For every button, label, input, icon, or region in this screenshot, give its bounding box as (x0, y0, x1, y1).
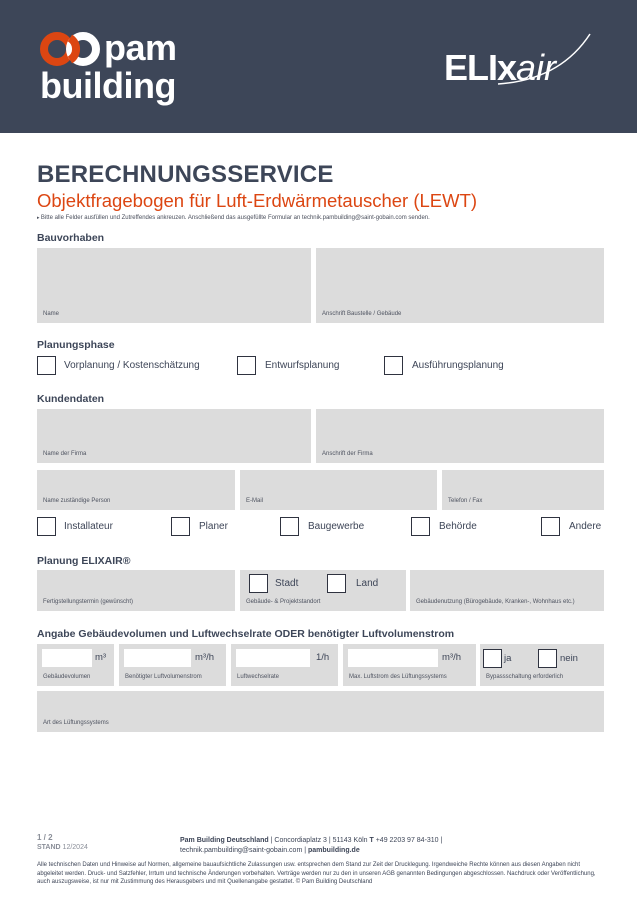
section-bauvorhaben: Bauvorhaben (37, 232, 105, 244)
phone-prefix: T (369, 837, 374, 844)
checkbox-label-vorplanung: Vorplanung / Kostenschätzung (64, 360, 200, 371)
field-label: Max. Luftstrom des Lüftungssystems (349, 674, 447, 680)
unit-label: m³/h (195, 652, 214, 663)
page-title: BERECHNUNGSSERVICE (37, 161, 334, 188)
elixair-bold-part: ELIx (444, 47, 517, 88)
unit-label: 1/h (316, 652, 330, 663)
field-label: Name (43, 311, 60, 317)
gebaeudenutzung-field[interactable] (410, 570, 604, 611)
checkbox-label-behoerde: Behörde (439, 521, 477, 532)
luftwechselrate-group (231, 644, 338, 686)
stand-label: STAND (37, 844, 61, 851)
gebaeudevolumen-group (37, 644, 114, 686)
field-label: Anschrift Baustelle / Gebäude (322, 311, 402, 317)
checkbox-label-ausfuehrungsplanung: Ausführungsplanung (412, 360, 504, 371)
checkbox-label-land: Land (356, 578, 379, 589)
luftvolumenstrom-input[interactable] (124, 649, 191, 667)
brand-word-building: building (40, 65, 176, 106)
lueftungssystem-field[interactable] (37, 691, 604, 732)
legal-disclaimer: Alle technischen Daten und Hinweise auf Normen, allgemeine bauaufsichtliche Zulassungen usw. entsprechen dem Stand zur Zeit der Drucklegung. Irgendweiche Rechte können aus diesen Angaben nicht abgeleitet werden. Druck- und Satzfehler, Irrtum und technische Änderungen vorbehalten. Verträge werden nur zu den in unseren AGB genannten Bedingungen abgeschlossen. Nachdruck oder Veröffentlichung, auch auszugsweise, ist nur mit Zustimmung des Herausgebers und mit Quellenangabe gestattet. © Pam Building Deutschland (37, 862, 596, 885)
field-label: Bypassschaltung erforderlich (486, 674, 564, 680)
max-luftstrom-group (343, 644, 476, 686)
checkbox-behoerde[interactable] (411, 517, 430, 536)
checkbox-label-nein: nein (560, 653, 578, 664)
field-label: Benötigter Luftvolumenstrom (125, 674, 202, 680)
checkbox-label-baugewerbe: Baugewerbe (308, 521, 365, 532)
checkbox-entwurfsplanung[interactable] (237, 356, 256, 375)
hint-arrow-icon: ▸ (37, 215, 41, 221)
checkbox-installateur[interactable] (37, 517, 56, 536)
person-name-field[interactable] (37, 470, 235, 510)
unit-label: m³ (95, 652, 107, 663)
field-label: Fertigstellungstermin (gewünscht) (43, 599, 134, 605)
checkbox-land[interactable] (327, 574, 346, 593)
field-label: Luftwechselrate (237, 674, 280, 680)
instruction-hint (37, 215, 430, 221)
stand-date (37, 844, 88, 851)
checkbox-bypass-ja[interactable] (483, 649, 502, 668)
page-number: 1 / 2 (37, 833, 53, 842)
field-label: Name zuständige Person (43, 498, 111, 504)
field-label: Gebäudenutzung (Bürogebäude, Kranken-, Wohnhaus etc.) (416, 599, 575, 605)
page-subtitle: Objektfragebogen für Luft-Erdwärmetauscher (LEWT) (37, 190, 478, 211)
hint-text: Bitte alle Felder ausfüllen und Zutreffendes ankreuzen. Anschließend das ausgefüllte Formular an technik.pambuilding@saint-gobain.com senden. (40, 215, 430, 221)
checkbox-stadt[interactable] (249, 574, 268, 593)
section-kundendaten: Kundendaten (37, 393, 105, 405)
section-volumen: Angabe Gebäudevolumen und Luftwechselrate ODER benötigter Luftvolumenstrom (37, 628, 455, 640)
checkbox-planer[interactable] (171, 517, 190, 536)
checkbox-label-entwurfsplanung: Entwurfsplanung (265, 360, 340, 371)
pam-rings-icon (40, 32, 104, 66)
stand-value: 12/2024 (62, 844, 88, 851)
telefon-field[interactable] (442, 470, 604, 510)
company-email[interactable]: technik.pambuilding@saint-gobain.com | (180, 846, 308, 854)
checkbox-baugewerbe[interactable] (280, 517, 299, 536)
section-planungsphase: Planungsphase (37, 339, 115, 351)
checkbox-label-stadt: Stadt (275, 578, 299, 589)
checkbox-andere[interactable] (541, 517, 560, 536)
gebaeudevolumen-input[interactable] (42, 649, 92, 667)
checkbox-label-ja: ja (504, 653, 512, 664)
field-label: Gebäudevolumen (43, 674, 91, 680)
pam-building-logo (40, 27, 200, 110)
checkbox-bypass-nein[interactable] (538, 649, 557, 668)
checkbox-vorplanung[interactable] (37, 356, 56, 375)
company-contact (180, 836, 480, 855)
luftvolumenstrom-group (119, 644, 226, 686)
elixair-logo (440, 28, 600, 92)
checkbox-ausfuehrungsplanung[interactable] (384, 356, 403, 375)
field-label: Anschrift der Firma (322, 451, 373, 457)
bauvorhaben-name-field[interactable] (37, 248, 311, 323)
company-name: Pam Building Deutschland (180, 837, 269, 844)
luftwechselrate-input[interactable] (236, 649, 310, 667)
brand-word-pam: pam (104, 27, 177, 68)
header-banner (0, 0, 637, 133)
company-phone: +49 2203 97 84-310 | (373, 837, 443, 844)
checkbox-label-andere: Andere (569, 521, 602, 532)
company-website[interactable]: pambuilding.de (308, 846, 360, 854)
field-label: Name der Firma (43, 451, 87, 457)
max-luftstrom-input[interactable] (348, 649, 438, 667)
field-label: Art des Lüftungssystems (43, 720, 109, 726)
section-planung-elixair: Planung ELIXAIR® (37, 555, 131, 567)
elixair-thin-part: air (516, 47, 557, 88)
bypass-group (480, 644, 604, 686)
checkbox-label-installateur: Installateur (64, 521, 113, 532)
field-label: Gebäude- & Projektstandort (246, 599, 321, 605)
fertigstellung-field[interactable] (37, 570, 235, 611)
checkbox-label-planer: Planer (199, 521, 228, 532)
company-address: | Concordiaplatz 3 | 51143 Köln (268, 837, 370, 844)
email-field[interactable] (240, 470, 437, 510)
field-label: E-Mail (246, 498, 264, 504)
firma-anschrift-field[interactable] (316, 409, 604, 463)
firma-name-field[interactable] (37, 409, 311, 463)
field-label: Telefon / Fax (448, 498, 483, 504)
standort-field (240, 570, 406, 611)
unit-label: m³/h (442, 652, 461, 663)
elixair-wordmark (444, 48, 556, 88)
bauvorhaben-anschrift-field[interactable] (316, 248, 604, 323)
